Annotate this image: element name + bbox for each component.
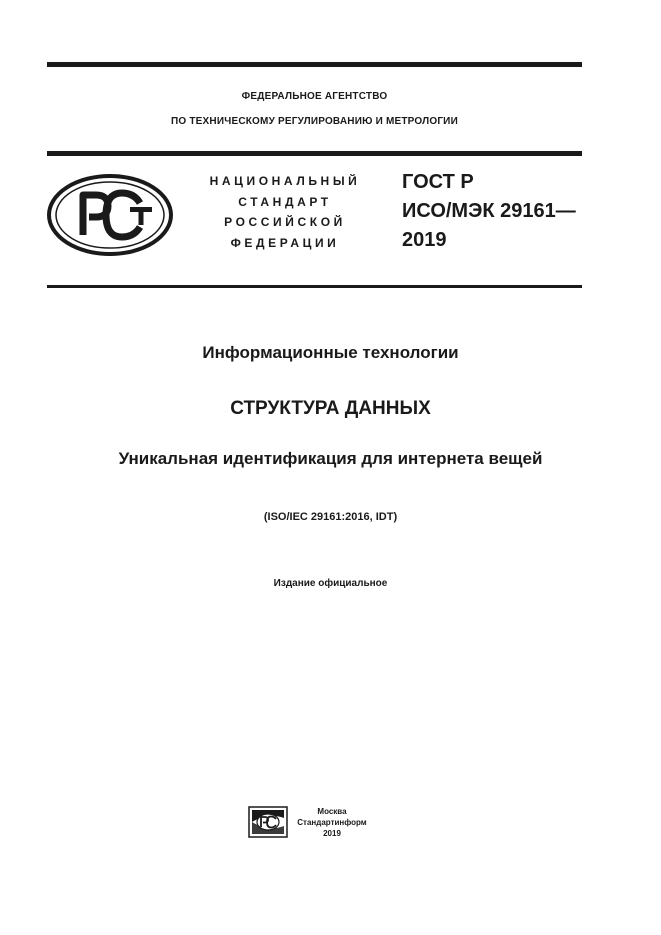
national-standard-label: [185, 171, 385, 253]
designation-line-1: ГОСТ Р: [402, 171, 474, 193]
middle-rule: [47, 151, 582, 156]
publisher-info: [291, 806, 373, 839]
edition-label: Издание официальное: [273, 578, 388, 589]
publisher-city: Москва: [317, 807, 347, 816]
national-line-1: НАЦИОНАЛЬНЫЙ: [209, 174, 361, 188]
gost-r-logo-icon: [46, 173, 174, 257]
national-line-3: РОССИЙСКОЙ: [224, 215, 346, 229]
top-rule: [47, 62, 582, 67]
publisher-year: 2019: [323, 829, 341, 838]
title-subtitle: Уникальная идентификация для интернета вещей: [118, 449, 543, 468]
title-field: Информационные технологии: [202, 343, 459, 362]
designation-line-2: ИСО/МЭК 29161—: [402, 200, 576, 222]
iso-reference: (ISO/IEC 29161:2016, IDT): [263, 511, 398, 523]
agency-line-2: ПО ТЕХНИЧЕСКОМУ РЕГУЛИРОВАНИЮ И МЕТРОЛОГИИ: [171, 116, 458, 127]
national-line-2: СТАНДАРТ: [238, 194, 332, 209]
designation-line-3: 2019: [402, 229, 447, 251]
bottom-rule: [47, 285, 582, 288]
standartinform-logo-icon: [248, 806, 288, 838]
national-line-4: ФЕДЕРАЦИИ: [230, 235, 340, 250]
publisher-name: Стандартинформ: [297, 818, 367, 827]
agency-line-1: ФЕДЕРАЛЬНОЕ АГЕНТСТВО: [241, 91, 388, 102]
title-main: СТРУКТУРА ДАННЫХ: [230, 398, 431, 419]
standard-designation: [402, 168, 602, 255]
